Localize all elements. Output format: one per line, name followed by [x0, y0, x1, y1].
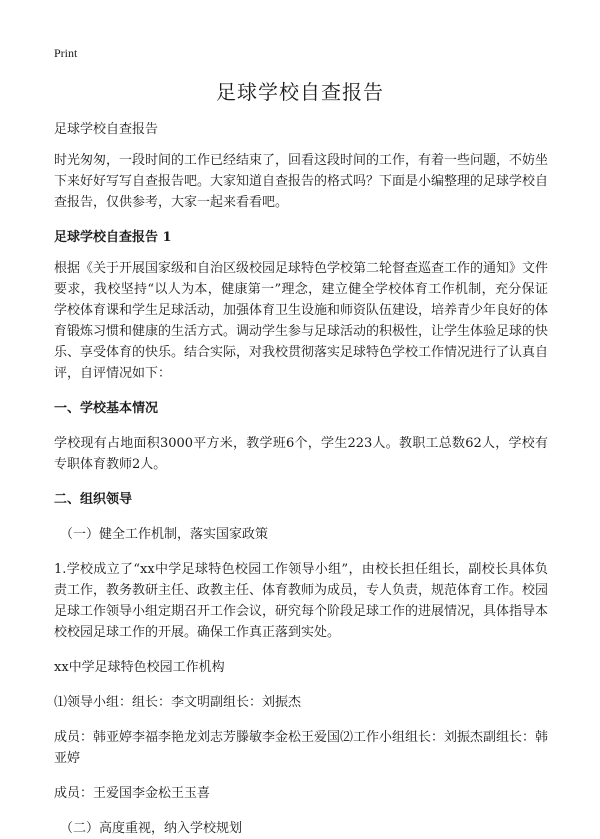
body-paragraph-organization-name: xx中学足球特色校园工作机构 — [54, 660, 225, 675]
section-heading-school-info: 一、学校基本情况 — [54, 401, 159, 416]
body-paragraph-leading-group: ⑴领导小组：组长：李文明副组长：刘振杰 — [54, 695, 302, 710]
document-body — [54, 119, 548, 839]
page-title: 足球学校自查报告 — [216, 80, 384, 104]
subheading-planning: （二）高度重视，纳入学校规划 — [60, 821, 243, 836]
subtitle-paragraph: 足球学校自查报告 — [54, 122, 159, 137]
body-paragraph-school-info: 学校现有占地面积3000平方米，教学班6个，学生223人。教职工总数62人，学校有专职体育教师2人。 — [54, 436, 548, 472]
body-paragraph-leadership: 1.学校成立了“xx中学足球特色校园工作领导小组”，由校长担任组长，副校长具体负责工作，教务教研主任、政教主任、体育教师为成员，专人负责，规范体育工作。校园足球工作领导小组定期召开工作会议，研究每个阶段足球工作的进展情况，具体指导本校校园足球工作的开展。确保工作真正落到实处。 — [54, 562, 549, 640]
body-paragraph-basis: 根据《关于开展国家级和自治区级校园足球特色学校第二轮督查巡查工作的通知》文件要求，我校坚持“以人为本，健康第一”理念，建立健全学校体育工作机制，充分保证学校体育课和学生足球活动，加强体育卫生设施和师资队伍建设，培养青少年良好的体育锻炼习惯和健康的生活方式。调动学生参与足球活动的积极性，让学生体验足球的快乐、享受体育的快乐。结合实际，对我校贯彻落实足球特色学校工作情况进行了认真自评，自评情况如下： — [54, 261, 549, 381]
print-label: Print — [54, 46, 78, 60]
body-paragraph-members-2: 成员：王爱国李金松王玉喜 — [54, 786, 211, 801]
section-heading-report-1: 足球学校自查报告 1 — [54, 230, 172, 245]
intro-paragraph: 时光匆匆，一段时间的工作已经结束了，回看这段时间的工作，有着一些问题，不妨坐下来好好写写自查报告吧。大家知道自查报告的格式吗？下面是小编整理的足球学校自查报告，仅供参考，大家一起来看看吧。 — [54, 153, 549, 210]
subheading-mechanism: （一）健全工作机制，落实国家政策 — [60, 527, 269, 542]
body-paragraph-members: 成员：韩亚婷李福李艳龙刘志芳滕敏李金松王爱国⑵工作小组组长：刘振杰副组长：韩亚婷 — [54, 730, 549, 766]
section-heading-organization: 二、组织领导 — [54, 492, 133, 507]
